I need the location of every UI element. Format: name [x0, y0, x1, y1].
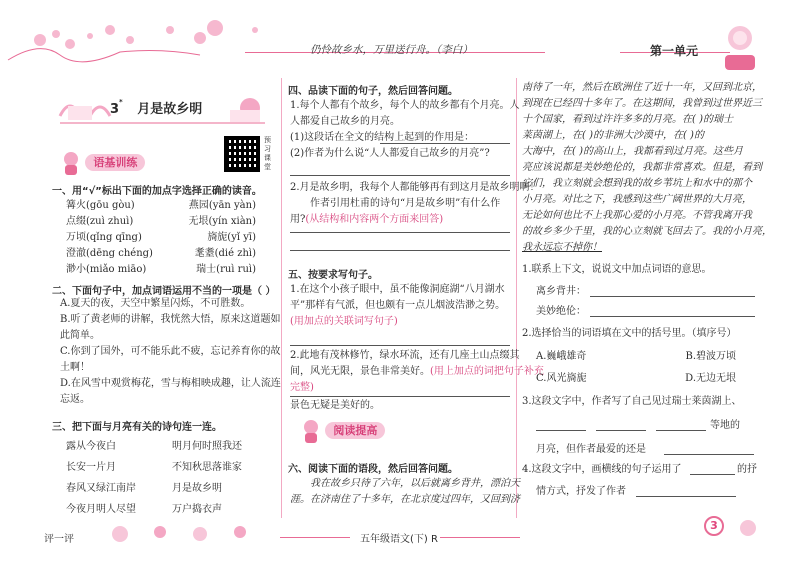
- basic-badge: [60, 150, 145, 176]
- lesson-title: 月是故乡明: [137, 102, 203, 117]
- q1-item[interactable]: 旖旎(yǐ yī): [207, 232, 256, 243]
- q6-title: 六、阅读下面的语段，然后回答问题。: [288, 464, 458, 475]
- q1-item[interactable]: 无垠(yín xiàn): [188, 216, 256, 227]
- q5-text: 间，风光无限，景色非常美好。: [290, 366, 430, 377]
- footer-left: 评一评: [44, 534, 74, 545]
- q1-item[interactable]: 澄澈(dēng chéng): [66, 248, 153, 259]
- q6-passage-right: [522, 80, 772, 256]
- reading-badge: [300, 418, 385, 444]
- q1-item[interactable]: 耄耋(dié zhì): [194, 248, 256, 259]
- q3-left-item[interactable]: 春风又绿江南岸: [66, 483, 136, 494]
- q6-sub3: 3.这段文字中，作者写了自己见过瑞士莱茵湖上、: [522, 396, 742, 407]
- q6-passage-line: 南待了一年，然后在欧洲住了近十一年，又回到北京，: [522, 82, 762, 93]
- q5-body-2: [290, 348, 544, 396]
- header-decoration: [0, 0, 800, 80]
- answer-line[interactable]: [690, 474, 735, 475]
- q1-item[interactable]: 点缀(zuì zhuì): [66, 216, 134, 227]
- answer-line[interactable]: [380, 143, 510, 144]
- q6-passage-line: 它们，我立刻就会想到我的故乡苇坑上和水中的那个: [522, 178, 752, 189]
- answer-line[interactable]: [290, 396, 510, 397]
- q5-title: 五、按要求写句子。: [288, 270, 378, 281]
- answer-line[interactable]: [290, 232, 510, 233]
- q6-sub4-c: 情方式，抒发了作者: [536, 486, 626, 497]
- footer-decoration-right: [728, 514, 768, 544]
- q6-sub2-option[interactable]: B.碧波万顷: [685, 351, 736, 362]
- q6-sub1-word: 美妙绝伦：: [536, 306, 586, 317]
- q6-passage-line: 大海中，在( )的高山上，我都看到过月亮。这些月: [522, 146, 743, 157]
- q1-pinyin-list: [66, 198, 276, 278]
- q6-passage-line: 亮应该说都是美妙绝伦的，我都非常喜欢。但是，看到: [522, 162, 762, 173]
- answer-line[interactable]: [664, 454, 754, 455]
- answer-line[interactable]: [290, 345, 510, 346]
- q6-sub1: 1.联系上下文，说说文中加点词语的意思。: [522, 264, 712, 275]
- q2-option: C.你到了国外，可不能乐此不疲，忘记养育你的故: [60, 346, 281, 357]
- q3-right-item[interactable]: 万户捣衣声: [172, 504, 222, 515]
- q6-passage-line: 十个国家，看到过许许多多的月亮。在( )的瑞士: [522, 114, 733, 125]
- q3-left-item[interactable]: 露从今夜白: [66, 441, 116, 452]
- q1-item[interactable]: 万顷(qǐng qīng): [66, 232, 142, 243]
- q6-passage-line: 小月亮。对比之下，我感到这些广阔世界的大月亮，: [522, 194, 752, 205]
- q3-right-item[interactable]: 不知秋思落谁家: [172, 462, 242, 473]
- unit-label: 第一单元: [650, 44, 699, 58]
- q2-title: 二、下面句子中，加点词语运用不当的一项是（ ）: [52, 286, 276, 297]
- answer-line[interactable]: [290, 250, 510, 251]
- q6-passage-line: 的故乡多少千里，我的心立刻就飞回去了。我的小月亮，: [522, 226, 772, 237]
- q4-text: (2)作者为什么说“人人都爱自己故乡的月亮”?: [290, 148, 490, 159]
- q1-item[interactable]: 渺小(miǎo miāo): [66, 264, 147, 275]
- q5-text: 1.在这个小孩子眼中，虽不能像洞庭湖“八月湖水: [290, 284, 505, 295]
- q5-hint: (用加点的关联词写句子): [290, 316, 398, 327]
- q5-answer-tail: 景色无疑是美好的。: [290, 400, 380, 411]
- qr-label: 预习课堂: [264, 136, 271, 171]
- q5-text: 2.此地有茂林修竹，绿水环流，还有几座土山点缀其: [290, 350, 520, 361]
- q6-passage-line: 到现在已经四十多年了。在这期间，我曾到过世界近三: [522, 98, 762, 109]
- q6-passage-line: 无论如何也比不上我那心爱的小月亮。不管我离开我: [522, 210, 752, 221]
- q2-option: D.在风雪中观赏梅花，雪与梅相映成趣，让人流连: [60, 378, 281, 389]
- q4-body: [290, 98, 520, 162]
- q6-sub1-word: 离乡背井：: [536, 286, 586, 297]
- q4-part2: [290, 180, 540, 228]
- page-number: 3: [704, 516, 724, 536]
- q5-body: [290, 282, 505, 330]
- reading-badge-label: 阅读提高: [325, 422, 385, 439]
- q3-right-item[interactable]: 明月何时照我还: [172, 441, 242, 452]
- basic-badge-label: 语基训练: [85, 154, 145, 171]
- q5-text: 平”那样有气派，但也颇有一点儿烟波浩渺之势。: [290, 300, 506, 311]
- q6-passage-line: 涯。在济南住了十多年，在北京度过四年，又回到济: [290, 494, 520, 505]
- column-divider: [281, 78, 282, 518]
- q2-option: 此简单。: [60, 330, 100, 341]
- q4-text: 2.月是故乡明，我每个人都能够再有到这月是故乡明啊！: [290, 182, 540, 193]
- footer-rule: [280, 537, 350, 538]
- q6-passage-line: 我永远忘不掉你！: [522, 242, 602, 253]
- cartoon-girl-icon: [60, 150, 82, 176]
- q4-text: 人都爱自己故乡的月亮。: [290, 116, 400, 127]
- answer-line[interactable]: [656, 430, 706, 431]
- q4-title: 四、品读下面的句子，然后回答问题。: [288, 86, 458, 97]
- q6-sub2-option[interactable]: C.风光旖旎: [536, 373, 587, 384]
- q2-option: A.夏天的夜，天空中繁星闪烁，不可胜数。: [60, 298, 251, 309]
- answer-line[interactable]: [590, 296, 755, 297]
- q4-text: 作者引用杜甫的诗句“月是故乡明”有什么作: [310, 198, 501, 209]
- q1-title: 一、用“√”标出下面的加点字选择正确的读音。: [52, 186, 262, 197]
- q3-left-item[interactable]: 今夜月明人尽望: [66, 504, 136, 515]
- q6-passage-left: [290, 476, 520, 508]
- q6-sub2-option[interactable]: D.无边无垠: [685, 373, 736, 384]
- q6-sub2-option[interactable]: A.巍峨雄奇: [536, 351, 587, 362]
- q6-passage-line: 我在故乡只待了六年，以后就离乡背井，漂泊天: [310, 478, 520, 489]
- footer-decoration: [80, 518, 280, 548]
- answer-line[interactable]: [590, 316, 755, 317]
- q4-text: 用?: [290, 214, 306, 225]
- q6-sub4-b: 的抒: [737, 464, 757, 475]
- q1-item[interactable]: 燕园(yān yàn): [188, 200, 256, 211]
- answer-line[interactable]: [636, 496, 736, 497]
- q3-right-item[interactable]: 月是故乡明: [172, 483, 222, 494]
- footer-center: 五年级语文(下) R: [360, 534, 438, 545]
- q3-left-list: [66, 436, 136, 520]
- q2-option: B.听了黄老师的讲解，我恍然大悟，原来这道题如: [60, 314, 281, 325]
- cartoon-girl-icon: [300, 418, 322, 444]
- footer-rule: [440, 537, 520, 538]
- q6-sub3-b: 等地的: [710, 420, 740, 431]
- q4-text: 1.每个人都有个故乡，每个人的故乡都有个月亮。人: [290, 100, 520, 111]
- q2-option: 忘返。: [60, 394, 90, 405]
- q2-option: 土啊！: [60, 362, 90, 373]
- lesson-number: 3: [110, 102, 120, 117]
- q6-passage-line: 莱茵湖上，在( )的非洲大沙漠中，在( )的: [522, 130, 704, 141]
- q3-left-item[interactable]: 长安一片月: [66, 462, 116, 473]
- q2-options: [60, 296, 281, 408]
- q1-item[interactable]: 篝火(gōu gòu): [66, 200, 135, 211]
- answer-line[interactable]: [536, 430, 586, 431]
- qr-code-icon[interactable]: [224, 136, 260, 172]
- q1-item[interactable]: 瑞士(ruì ruì): [196, 264, 256, 275]
- q6-sub2: 2.选择恰当的词语填在文中的括号里。（填序号）: [522, 328, 737, 339]
- q6-sub2-options: [536, 346, 736, 390]
- q5-hint: (用上加点的词把句子补充: [430, 366, 544, 377]
- answer-line[interactable]: [290, 175, 510, 176]
- q3-title: 三、把下面与月亮有关的诗句连一连。: [52, 422, 222, 433]
- answer-line[interactable]: [596, 430, 646, 431]
- q6-sub4: 4.这段文字中，画横线的句子运用了: [522, 464, 682, 475]
- q6-sub3-c: 月亮，但作者最爱的还是: [536, 444, 646, 455]
- header-quote: 仍怜故乡水，万里送行舟。（李白）: [310, 44, 473, 56]
- q4-hint: (从结构和内容两个方面来回答): [305, 214, 444, 225]
- q4-text: (1)这段话在全文的结构上起到的作用是：: [290, 132, 475, 143]
- q3-right-list: [172, 436, 242, 520]
- q5-hint: 完整): [290, 382, 314, 393]
